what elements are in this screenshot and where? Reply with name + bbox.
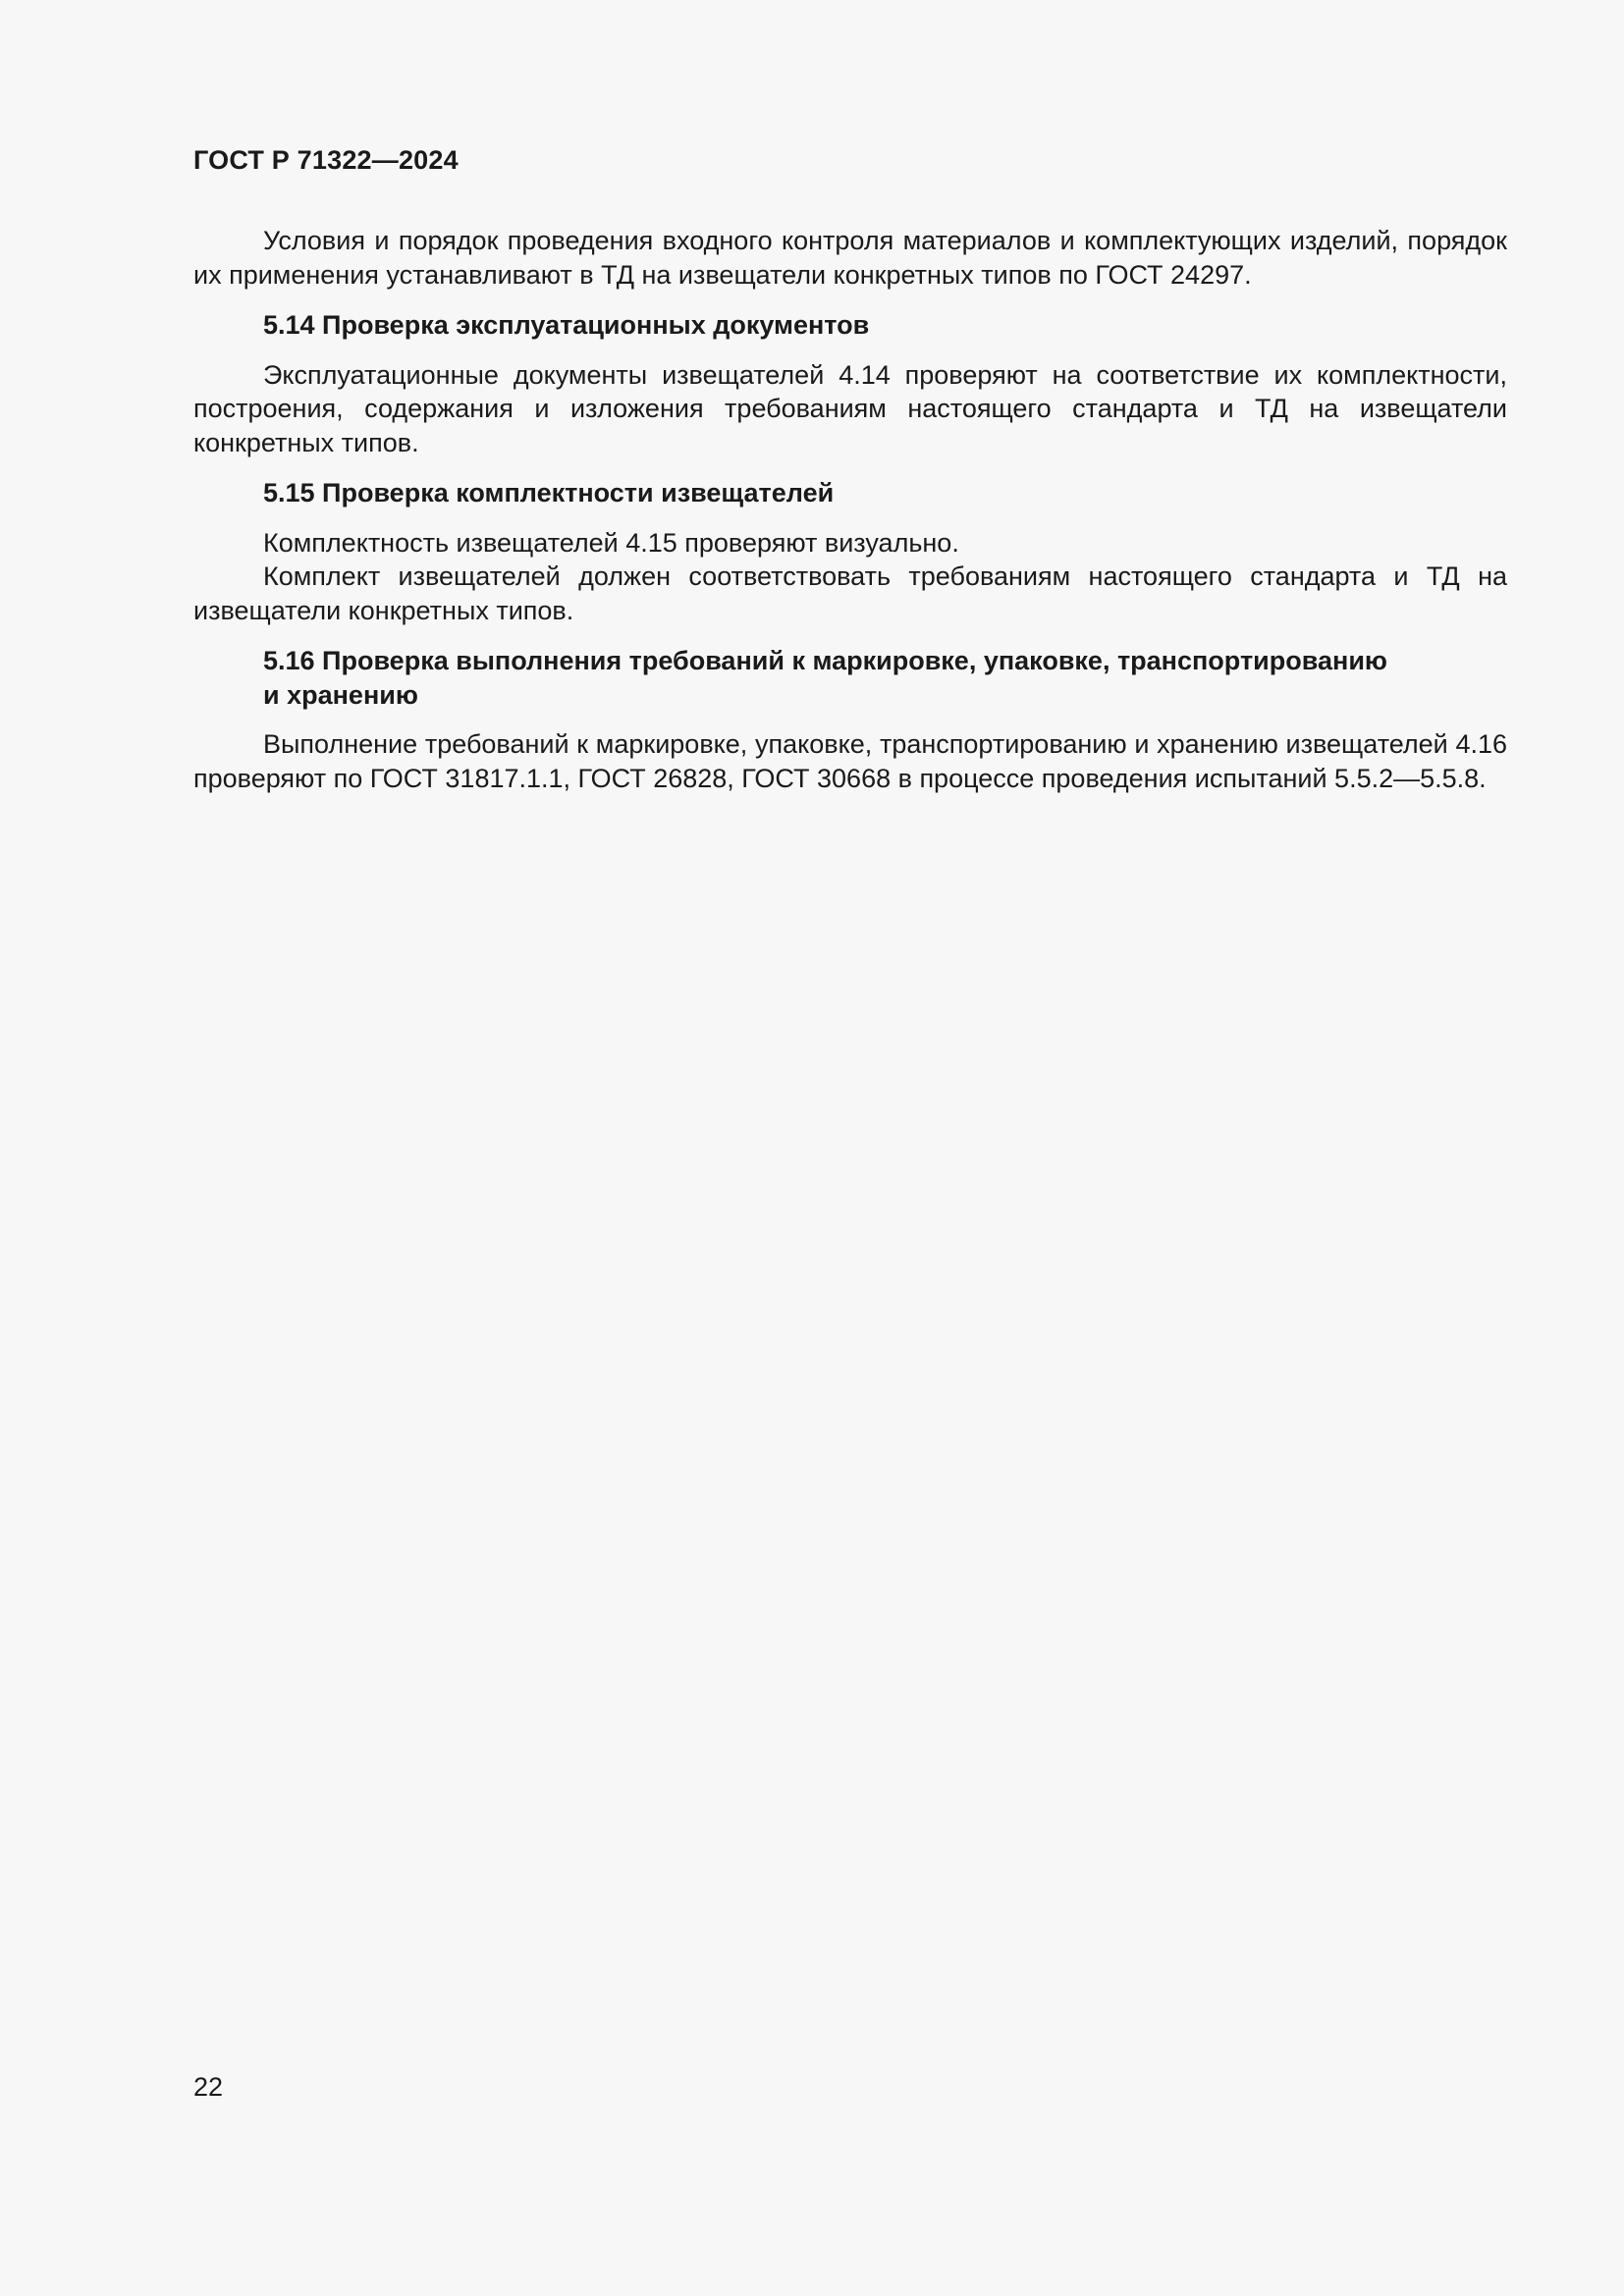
document-page [193,0,1507,2296]
page-number: 22 [193,2072,224,2102]
section-paragraph: Выполнение требований к маркировке, упаковке, транспортированию и хранению извещателей 4.16 проверяют по ГОСТ 31817.1.1, ГОСТ 26828, ГОСТ 30668 в процессе проведения испытаний 5.5.2—5.5.8. [193,729,1507,793]
section-paragraph: Комплект извещателей должен соответствовать требованиям настоящего стандарта и ТД на извещатели конкретных типов. [193,561,1507,625]
section-5-16 [193,644,1507,795]
document-body [193,224,1507,795]
section-paragraph: Комплектность извещателей 4.15 проверяют визуально. [263,527,959,558]
running-header: ГОСТ Р 71322—2024 [193,145,459,175]
section-heading-line: и хранению [263,679,418,710]
section-heading: 5.14 Проверка эксплуатационных документов [263,310,870,340]
section-5-15 [193,476,1507,627]
section-5-14 [193,308,1507,459]
section-heading-line: 5.16 Проверка выполнения требований к маркировке, упаковке, транспортированию [263,646,1387,675]
section-heading: 5.15 Проверка комплектности извещателей [263,478,835,507]
section-paragraph: Эксплуатационные документы извещателей 4.14 проверяют на соответствие их комплектности, построения, содержания и изложения требованиям настоящего стандарта и ТД на извещатели конкретных типов. [193,359,1507,457]
section-heading [193,644,1507,712]
intro-paragraph: Условия и порядок проведения входного контроля материалов и комплектующих изделий, порядок их применения устанавливают в ТД на извещатели конкретных типов по ГОСТ 24297. [193,226,1507,290]
